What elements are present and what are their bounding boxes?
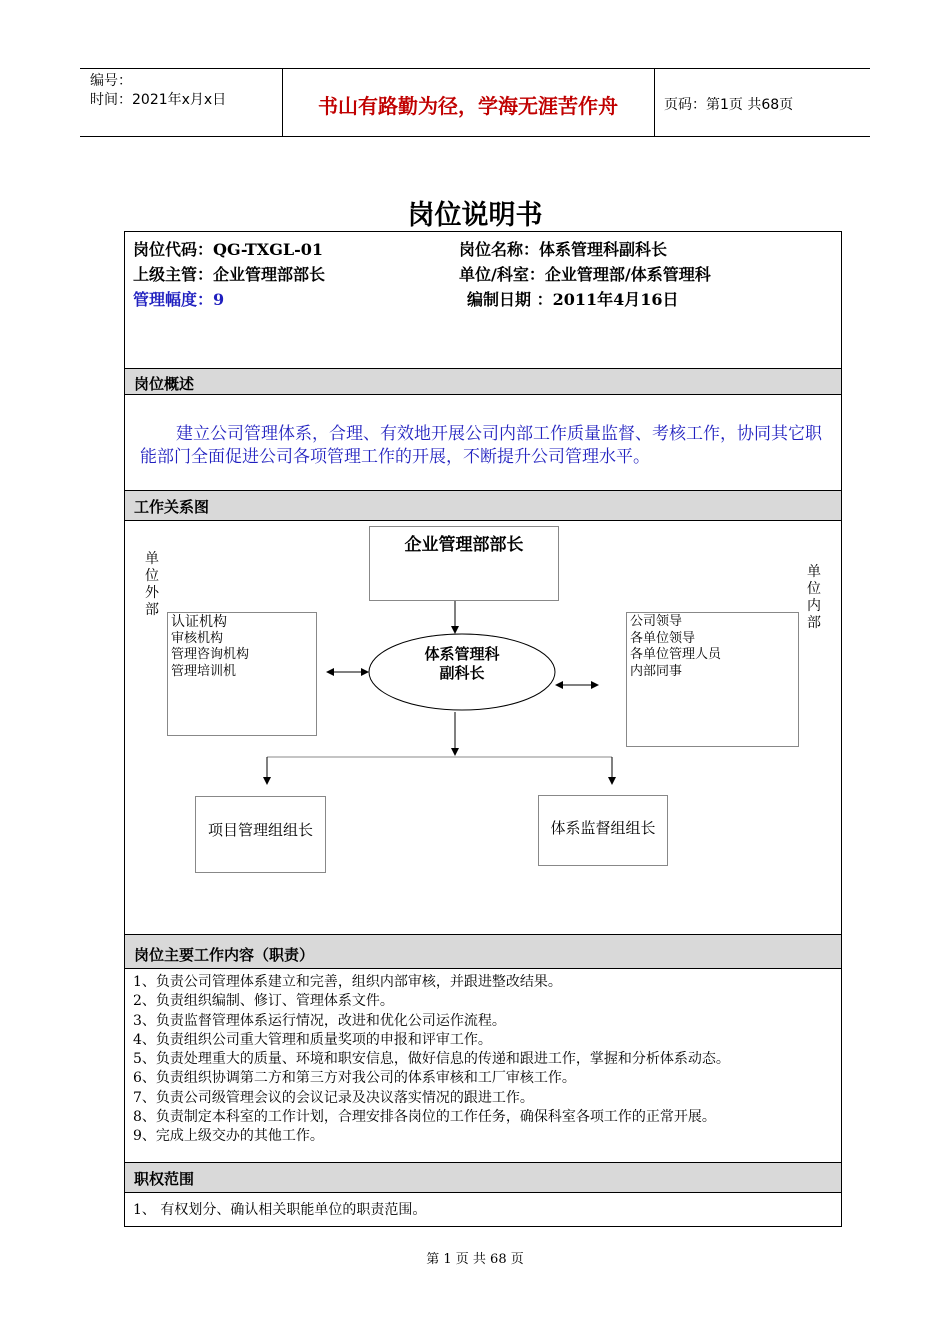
section-title-overview: 岗位概述 <box>134 375 195 393</box>
external-party: 审核机构 <box>171 630 224 646</box>
duty-item: 8、负责制定本科室的工作计划，合理安排各岗位的工作任务，确保科室各项工作的正常开展。 <box>133 1109 716 1126</box>
internal-party: 公司领导 <box>630 614 683 629</box>
internal-parties-box <box>626 612 799 747</box>
info-code: 岗位代码：QG-TXGL-01 <box>133 240 324 259</box>
center-role <box>392 645 532 683</box>
external-party: 管理培训机 <box>171 663 237 679</box>
section-title-rights: 职权范围 <box>134 1170 195 1188</box>
page-footer: 第 1 页 共 68 页 <box>426 1252 524 1267</box>
info-span: 管理幅度：9 <box>133 290 225 309</box>
internal-party: 内部同事 <box>630 663 683 679</box>
info-date: 编制日期 ：2011年4月16日 <box>467 290 679 309</box>
duty-item: 9、完成上级交办的其他工作。 <box>133 1128 324 1145</box>
internal-party: 各单位管理人员 <box>630 647 722 662</box>
info-supervisor: 上级主管：企业管理部部长 <box>133 265 326 284</box>
section-header-bg <box>125 1163 841 1192</box>
external-party: 管理咨询机构 <box>171 647 250 662</box>
table-rule <box>124 968 842 969</box>
header-time-label: 时间：2021年x月x日 <box>90 92 227 108</box>
duty-item: 2、负责组织编制、修订、管理体系文件。 <box>133 993 394 1010</box>
duty-item: 3、负责监督管理体系运行情况，改进和优化公司运作流程。 <box>133 1012 506 1029</box>
inside-label <box>806 564 822 632</box>
center-role-line: 副科长 <box>439 664 485 682</box>
center-role-line: 体系管理科 <box>424 645 500 663</box>
internal-party: 各单位领导 <box>630 630 696 646</box>
header-motto: 书山有路勤为径，学海无涯苦作舟 <box>318 94 618 118</box>
manager-box <box>369 526 559 601</box>
header-page-info: 页码：第1页 共68页 <box>664 97 794 113</box>
duty-item: 1、负责公司管理体系建立和完善，组织内部审核，并跟进整改结果。 <box>133 974 562 990</box>
supervision-lead-label: 体系监督组组长 <box>550 819 656 837</box>
duty-item: 4、负责组织公司重大管理和质量奖项的申报和评审工作。 <box>133 1031 492 1048</box>
duty-item: 6、负责组织协调第二方和第三方对我公司的体系审核和工厂审核工作。 <box>133 1070 576 1087</box>
outside-label-char: 位 <box>145 568 159 584</box>
section-title-duties: 岗位主要工作内容（职责） <box>134 946 315 964</box>
section-title-relations: 工作关系图 <box>134 498 210 516</box>
table-rule <box>124 1192 842 1193</box>
info-unit: 单位/科室：企业管理部/体系管理科 <box>459 265 711 284</box>
inside-label-char: 位 <box>807 581 821 597</box>
outside-label-char: 外 <box>145 585 159 601</box>
duty-item: 7、负责公司级管理会议的会议记录及决议落实情况的跟进工作。 <box>133 1089 534 1106</box>
outside-label-char: 单 <box>145 551 159 567</box>
inside-label-char: 部 <box>807 615 821 631</box>
external-party: 认证机构 <box>171 614 227 630</box>
info-name: 岗位名称：体系管理科副科长 <box>459 240 668 259</box>
project-lead-box <box>195 796 326 873</box>
supervision-lead-box <box>538 795 668 866</box>
external-parties-box <box>167 612 317 736</box>
inside-label-char: 单 <box>807 564 821 580</box>
overview-text: 建立公司管理体系，合理、有效地开展公司内部工作质量监督、考核工作，协同其它职能部门全面促进公司各项管理工作的开展，不断提升公司管理水平。 <box>140 424 822 467</box>
rights-item: 1、 有权划分、确认相关职能单位的职责范围。 <box>133 1202 427 1218</box>
outside-label <box>144 551 160 619</box>
project-lead-label: 项目管理组组长 <box>207 821 313 839</box>
header-code-label: 编号： <box>90 73 132 89</box>
inside-label-char: 内 <box>807 598 821 614</box>
duty-item: 5、负责处理重大的质量、环境和职安信息，做好信息的传递和跟进工作，掌握和分析体系动态。 <box>133 1051 730 1068</box>
outside-label-char: 部 <box>145 602 159 618</box>
document-title: 岗位说明书 <box>407 200 543 231</box>
manager-box-label: 企业管理部部长 <box>404 535 524 555</box>
duties-list <box>133 973 839 1147</box>
